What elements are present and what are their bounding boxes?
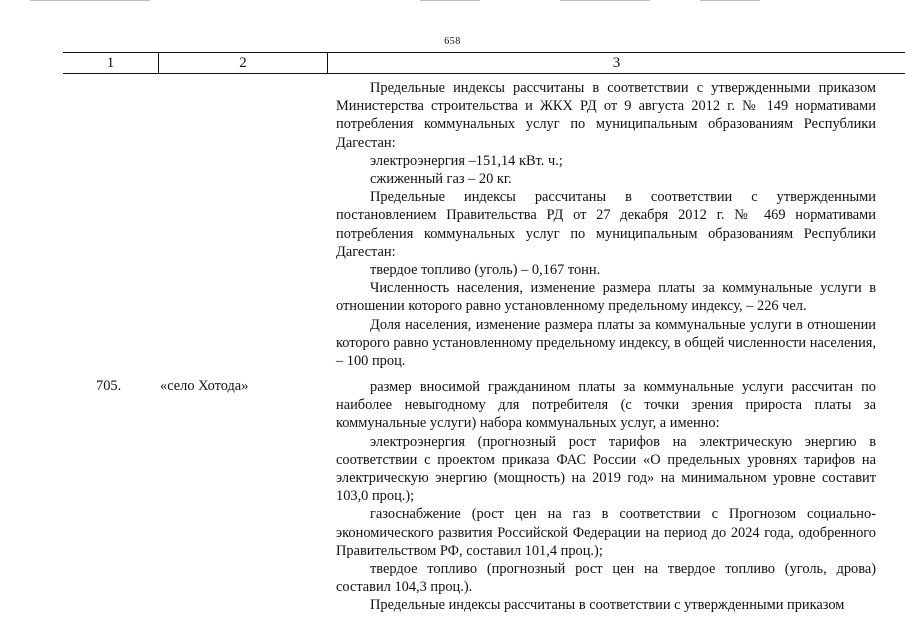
row-continuation-text: [336, 79, 876, 370]
paragraph: Предельные индексы рассчитаны в соответствии с утвержденными постановлением Правительства РД от 27 декабря 2012 г. № 469 нормативами потребления коммунальных услуг по муниципальным образованиям Республики Дагестан:: [336, 189, 876, 260]
settlement-name: «село Хотода»: [160, 378, 249, 394]
row-705-text: [336, 378, 876, 615]
scan-artifact: [30, 0, 150, 1]
table-top-rule: [63, 52, 905, 53]
scan-artifact: [560, 0, 650, 1]
column-header-2: 2: [239, 55, 247, 71]
scan-artifact: [700, 0, 760, 1]
paragraph: Доля населения, изменение размера платы за коммунальные услуги в отношении которого равно установленному предельному индексу, в общей численности населения, – 100 проц.: [336, 316, 876, 370]
paragraph: Предельные индексы рассчитаны в соответствии с утвержденными приказом Министерства строительства и ЖКХ РД от 9 августа 2012 г. № 149 нормативами потребления коммунальных услуг по муниципальным образованиям Республики Дагестан:: [336, 80, 876, 151]
paragraph: сжиженный газ – 20 кг.: [370, 171, 512, 188]
paragraph: Численность населения, изменение размера платы за коммунальные услуги в отношении которого равно установленному предельному индексу, – 226 чел.: [336, 280, 876, 315]
paragraph: Предельные индексы рассчитаны в соответствии с утвержденными приказом: [370, 597, 845, 614]
paragraph: размер вносимой гражданином платы за коммунальные услуги рассчитан по наиболее невыгодному для потребителя (с точки зрения прироста платы за коммунальные услуги) набора коммунальных услуг, а именно:: [336, 379, 876, 432]
paragraph: газоснабжение (рост цен на газ в соответствии с Прогнозом социально-экономического развития Российской Федерации на период до 2024 года, одобренного Правительством РФ, составил 101,4 проц.);: [336, 506, 876, 559]
column-header-1: 1: [106, 55, 115, 71]
row-number: 705.: [96, 378, 122, 394]
column-header-3: 3: [612, 55, 621, 71]
paragraph: твердое топливо (уголь) – 0,167 тонн.: [370, 262, 601, 279]
page-number: 658: [444, 36, 461, 47]
paragraph: твердое топливо (прогнозный рост цен на твердое топливо (уголь, дрова) составил 104,3 проц.).: [336, 561, 876, 596]
table-header-bottom-rule: [63, 73, 905, 74]
scan-artifact: [420, 0, 480, 1]
paragraph: электроэнергия (прогнозный рост тарифов на электрическую энергию в соответствии с проектом приказа ФАС России «О предельных уровнях тарифов на электрическую энергию (мощность) на 2019 год» на минимальном уровне составит 103,0 проц.);: [336, 433, 876, 505]
paragraph: электроэнергия –151,14 кВт. ч.;: [370, 152, 563, 169]
